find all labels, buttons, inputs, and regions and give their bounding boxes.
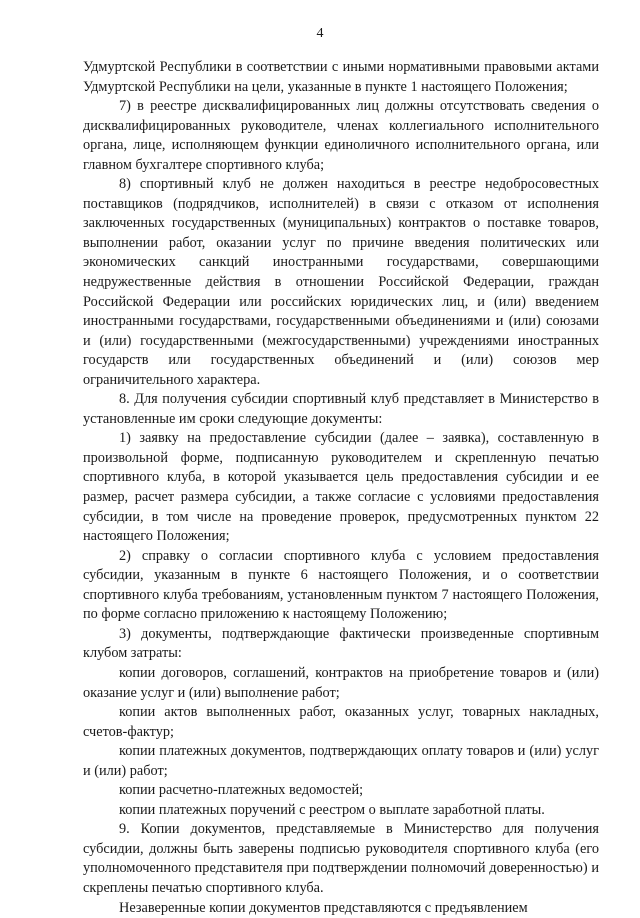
- paragraph-unverified-copies: Незаверенные копии документов представляются с предъявлением: [119, 899, 528, 916]
- paragraph-subitem-3: 3) документы, подтверждающие фактически произведенные спортивным клубом затраты:: [83, 625, 599, 662]
- paragraph-subitem-1: 1) заявку на предоставление субсидии (далее – заявка), составленную в произвольной форме, подписанную руководителем и скрепленную печатью спортивного клуба, в которой указывается цель предоставления субсидии и ее размер, расчет размера субсидии, а также согласие с условиями предоставления субсидии, в том числе на проведение проверок, предусмотренных пунктом 22 настоящего Положения;: [83, 430, 599, 545]
- paragraph-list-acts: копии актов выполненных работ, оказанных услуг, товарных накладных, счетов-фактур;: [83, 704, 599, 740]
- paragraph-item-8: 8) спортивный клуб не должен находиться в реестре недобросовестных поставщиков (подрядчиков, исполнителей) в связи с отказом от исполнения заключенных государственных (муниципальных) контрактов о поставке товаров, выполнении работ, оказании услуг по причине введения политических или экономических санкций иностранными государствами, совершающими недружественные действия в отношении Российской Федерации, граждан Российской Федерации или российских юридических лиц, и (или) введением иностранными государствами, государственными объединениями и (или) союзами и (или) государственными (межгосударственными) учреждениями иностранных государств или государственных объединений и (или) союзов мер ограничительного характера.: [83, 176, 599, 388]
- paragraph-list-payroll: копии расчетно-платежных ведомостей;: [119, 782, 364, 799]
- paragraph-clause-9: 9. Копии документов, представляемые в Министерство для получения субсидии, должны быть заверены подписью руководителя спортивного клуба (его уполномоченного представителя при подтверждении полномочий доверенностью) и скреплены печатью спортивного клуба.: [83, 821, 599, 896]
- paragraph-continuation: Удмуртской Республики в соответствии с иными нормативными правовыми актами Удмуртской Республики на цели, указанные в пункте 1 настоящего Положения;: [83, 59, 599, 95]
- paragraph-item-7: 7) в реестре дисквалифицированных лиц должны отсутствовать сведения о дисквалифицированных руководителе, членах коллегиального исполнительного органа, лице, исполняющем функции единоличного исполнительного органа, или главном бухгалтере спортивного клуба;: [83, 98, 599, 173]
- paragraph-list-contracts: копии договоров, соглашений, контрактов на приобретение товаров и (или) оказание услуг и (или) выполнение работ;: [83, 664, 599, 701]
- page-number: 4: [316, 26, 324, 41]
- paragraph-subitem-2: 2) справку о согласии спортивного клуба с условием предоставления субсидии, указанным в пункте 6 настоящего Положения, и о соответствии спортивного клуба требованиям, установленным пунктом 7 настоящего Положения, по форме согласно приложению к настоящему Положению;: [83, 547, 599, 623]
- paragraph-clause-8: 8. Для получения субсидии спортивный клуб представляет в Министерство в установленные им сроки следующие документы:: [83, 391, 599, 427]
- paragraph-list-payment-docs: копии платежных документов, подтверждающих оплату товаров и (или) услуг и (или) работ;: [83, 743, 599, 779]
- document-body: [83, 58, 599, 918]
- paragraph-list-payment-orders: копии платежных поручений с реестром о выплате заработной платы.: [119, 801, 545, 818]
